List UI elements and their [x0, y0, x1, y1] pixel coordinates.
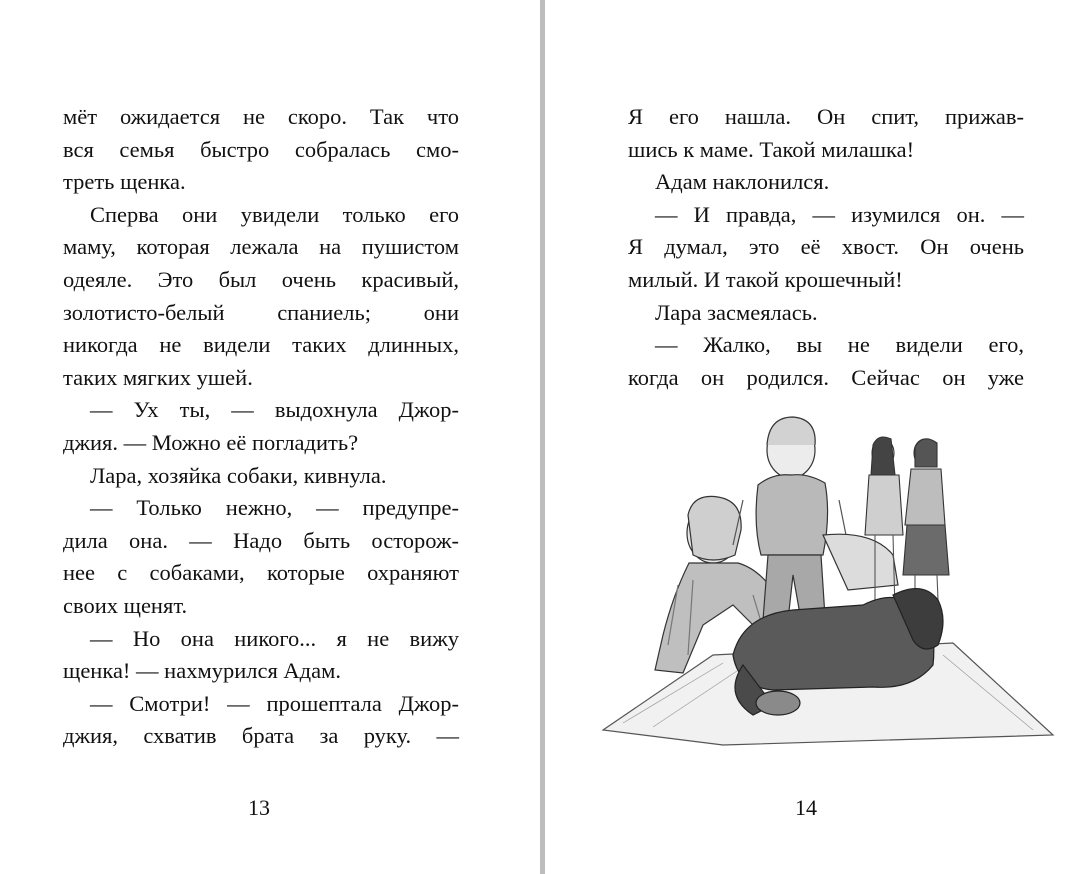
text-line: Лара засмеялась. — [655, 299, 818, 325]
text-line: золотисто-белый спаниель; они — [63, 299, 459, 325]
text-line: милый. И такой крошечный! — [628, 266, 903, 292]
text-line: джия. — Можно её погладить? — [63, 429, 359, 455]
text-line: — Только нежно, — предупре- — [90, 495, 459, 521]
left-page — [0, 0, 540, 874]
right-page-text — [628, 101, 1024, 394]
text-line: нее с собаками, которые охраняют — [63, 560, 459, 586]
left-page-text — [63, 101, 459, 753]
text-line: Я думал, это её хвост. Он очень — [628, 234, 1024, 260]
text-line: таких мягких ушей. — [63, 364, 253, 390]
text-line: мёт ожидается не скоро. Так что — [63, 104, 459, 129]
text-line: Сперва они увидели только его — [90, 201, 459, 227]
text-line: Лара, хозяйка собаки, кивнула. — [90, 462, 387, 488]
text-line: — Ух ты, — выдохнула Джор- — [90, 397, 459, 423]
text-line: дила она. — Надо быть осторож- — [63, 527, 459, 553]
text-line: щенка! — нахмурился Адам. — [63, 658, 341, 684]
text-line: — И правда, — изумился он. — — [655, 201, 1024, 227]
text-line: маму, которая лежала на пушистом — [63, 234, 459, 260]
text-line: — Но она никого... я не вижу — [90, 625, 459, 651]
text-line: Адам наклонился. — [655, 169, 830, 195]
pencil-illustration — [593, 405, 1063, 750]
text-line: джия, схватив брата за руку. — — [63, 723, 459, 749]
text-line: шись к маме. Такой милашка! — [628, 136, 915, 162]
text-line: — Жалко, вы не видели его, — [655, 332, 1024, 358]
text-line: — Смотри! — прошептала Джор- — [90, 690, 459, 716]
text-line: когда он родился. Сейчас он уже — [628, 364, 1024, 390]
text-line: своих щенят. — [63, 592, 188, 618]
page-number: 14 — [795, 795, 817, 820]
text-line: никогда не видели таких длинных, — [63, 332, 459, 358]
page-number: 13 — [248, 795, 270, 820]
text-line: одеяле. Это был очень красивый, — [63, 266, 459, 292]
text-line: треть щенка. — [63, 169, 186, 195]
right-page — [545, 0, 1087, 874]
text-line: Я его нашла. Он спит, прижав- — [628, 104, 1024, 129]
text-line: вся семья быстро собралась смо- — [63, 136, 459, 162]
